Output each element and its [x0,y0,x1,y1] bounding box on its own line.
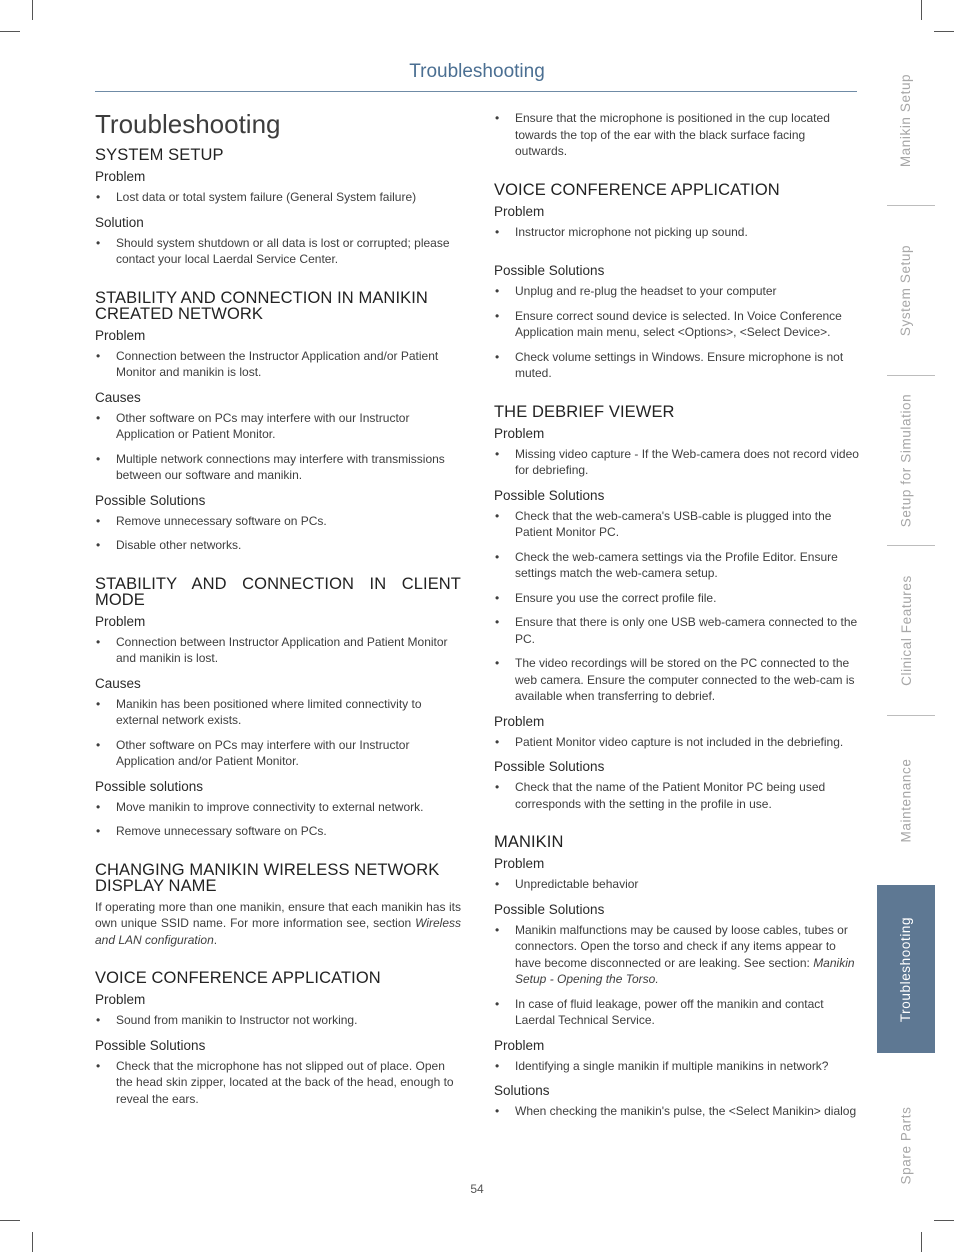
side-tab-maintenance[interactable] [877,720,935,880]
left-column [95,147,461,1115]
bullet-list [494,734,860,751]
side-tab-clinical-features[interactable] [877,550,935,710]
crop-mark [934,1220,954,1221]
list-item: • Check volume settings in Windows. Ensure microphone is not muted. [494,349,860,382]
subheading-solution: Solution [95,214,144,230]
side-tab-label: Setup for Simulation [898,393,914,527]
list-item: • Lost data or total system failure (General System failure) [95,189,461,206]
list-item: • Ensure that the microphone is positioned in the cup located towards the top of the ear with the black surface facing outwards. [494,110,860,160]
subheading-possible-solutions: Possible Solutions [95,1037,206,1053]
crop-mark [0,1220,20,1221]
bullet-list [494,922,860,1029]
crop-mark [921,1232,922,1252]
subheading-solutions: Solutions [494,1083,550,1098]
list-item [494,922,860,988]
paragraph [95,899,461,949]
list-item: • Check that the name of the Patient Monitor PC being used corresponds with the setting in the profile in use. [494,779,860,812]
bullet-list [95,634,461,667]
bullet-list [494,446,860,479]
section-heading: STABILITY AND CONNECTION IN CLIENT MODE [95,574,461,609]
list-item-text: Manikin malfunctions may be caused by loose cables, tubes or connectors. Open the torso and check if any items appear to have become disconnected or are leaking. See section: [515,922,848,970]
bullet-list [95,189,461,206]
subheading-problem: Problem [494,713,545,729]
bullet-list [494,224,860,241]
page-title: Troubleshooting [95,109,281,139]
section-reference: Wireless and LAN configuration [95,916,461,947]
list-item: • Other software on PCs may interfere with our Instructor Application or Patient Monitor. [95,410,461,443]
subheading-problem: Problem [95,169,146,184]
side-divider [887,375,935,376]
bullet-list [494,110,860,160]
subheading-problem: Problem [494,1037,545,1053]
section-heading: SYSTEM SETUP [95,146,224,164]
bullet-list [494,1103,860,1120]
side-divider [887,715,935,716]
list-item: • Remove unnecessary software on PCs. [95,513,461,530]
list-item: • The video recordings will be stored on the PC connected to the web camera. Ensure the computer connected to the web-cam is available when transferring to debrief. [494,655,860,705]
bullet-list [95,513,461,554]
list-item: • Sound from manikin to Instructor not working. [95,1012,461,1029]
list-item: • Identifying a single manikin if multiple manikins in network? [494,1058,860,1075]
bullet-list [95,696,461,770]
side-tab-system-setup[interactable] [877,210,935,370]
list-item: • Ensure you use the correct profile file. [494,590,860,607]
bullet-list [95,799,461,840]
bullet-list [494,508,860,705]
subheading-problem: Problem [494,203,545,219]
list-item: • Check the web-camera settings via the Profile Editor. Ensure settings match the web-camera setup. [494,549,860,582]
list-item: • Multiple network connections may interfere with transmissions between our software and manikin. [95,451,461,484]
list-item: • Instructor microphone not picking up sound. [494,224,860,241]
subheading-possible-solutions: Possible Solutions [494,759,605,774]
section-heading: VOICE CONFERENCE APPLICATION [95,969,381,987]
side-divider [887,205,935,206]
paragraph-text: . [213,932,218,947]
list-item: • Remove unnecessary software on PCs. [95,823,461,840]
subheading-causes: Causes [95,675,141,691]
subheading-problem: Problem [95,327,146,343]
bullet-list [494,876,860,893]
bullet-list [95,410,461,484]
side-tab-label: Manikin Setup [898,73,914,167]
subheading-problem: Problem [95,992,146,1007]
list-item: • Should system shutdown or all data is lost or corrupted; please contact your local Laerdal Service Center. [95,235,461,268]
list-item: • Connection between the Instructor Application and/or Patient Monitor and manikin is lost. [95,348,461,381]
side-divider [887,545,935,546]
list-item: • Unpredictable behavior [494,876,860,893]
crop-mark [32,1232,33,1252]
header-rule [95,91,857,92]
section-heading: VOICE CONFERENCE APPLICATION [494,180,780,199]
subheading-possible-solutions: Possible Solutions [494,901,605,917]
subheading-problem: Problem [494,425,545,441]
side-tab-label: Spare Parts [898,1106,914,1184]
side-tab-label: Troubleshooting [898,916,914,1022]
subheading-problem: Problem [494,856,545,871]
section-heading: THE DEBRIEF VIEWER [494,402,675,421]
side-tab-label: Maintenance [898,758,914,842]
list-item: • Check that the microphone has not slipped out of place. Open the head skin zipper, located at the back of the head, enough to reveal the ears. [95,1058,461,1108]
section-heading: CHANGING MANIKIN WIRELESS NETWORK DISPLAY NAME [95,860,440,895]
section-reference: Manikin Setup - Opening the Torso. [515,955,855,986]
bullet-list [494,1058,860,1075]
list-item: • Move manikin to improve connectivity to external network. [95,799,461,816]
side-tab-troubleshooting[interactable] [877,885,935,1053]
crop-mark [934,31,954,32]
crop-mark [921,0,922,20]
list-item: • Disable other networks. [95,537,461,554]
list-item: • Missing video capture - If the Web-camera does not record video for debriefing. [494,446,860,479]
crop-mark [32,0,33,20]
section-heading: MANIKIN [494,833,564,851]
right-column [494,110,860,1128]
side-tab-label: System Setup [898,244,914,336]
page-number: 54 [470,1182,484,1196]
list-item: • Check that the web-camera's USB-cable is plugged into the Patient Monitor PC. [494,508,860,541]
list-item: • Ensure correct sound device is selected. In Voice Conference Application main menu, select <Options>, <Select Device>. [494,308,860,341]
side-tab-spare-parts[interactable] [877,1065,935,1225]
side-index [877,40,935,1220]
list-item: • Ensure that there is only one USB web-camera connected to the PC. [494,614,860,647]
subheading-possible-solutions: Possible Solutions [95,492,206,508]
list-item: • Connection between Instructor Application and Patient Monitor and manikin is lost. [95,634,461,667]
bullet-list [494,779,860,812]
bullet-list [95,1058,461,1108]
bullet-list [95,1012,461,1029]
paragraph-text: If operating more than one manikin, ensure that each manikin has its own unique SSID name. For more information see, section [95,899,461,930]
side-tab-setup-for-simulation[interactable] [877,380,935,540]
subheading-possible-solutions: Possible Solutions [494,263,605,278]
list-item: • When checking the manikin's pulse, the <Select Manikin> dialog [494,1103,860,1120]
list-item: • Patient Monitor video capture is not included in the debriefing. [494,734,860,751]
section-heading: STABILITY AND CONNECTION IN MANIKIN CREATED NETWORK [95,288,428,323]
list-item: • Manikin has been positioned where limited connectivity to external network exists. [95,696,461,729]
subheading-causes: Causes [95,389,141,405]
bullet-list [95,348,461,381]
subheading-possible-solutions: Possible solutions [95,778,204,794]
list-item: • Unplug and re-plug the headset to your computer [494,283,860,300]
bullet-list [494,283,860,382]
crop-mark [0,31,20,32]
list-item: • Other software on PCs may interfere with our Instructor Application and/or Patient Monitor. [95,737,461,770]
side-tab-label: Clinical Features [898,574,914,686]
bullet-list [95,235,461,268]
running-header: Troubleshooting [409,61,545,82]
side-tab-manikin-setup[interactable] [877,40,935,200]
list-item: • In case of fluid leakage, power off the manikin and contact Laerdal Technical Service. [494,996,860,1029]
subheading-problem: Problem [95,613,146,629]
subheading-possible-solutions: Possible Solutions [494,487,605,503]
